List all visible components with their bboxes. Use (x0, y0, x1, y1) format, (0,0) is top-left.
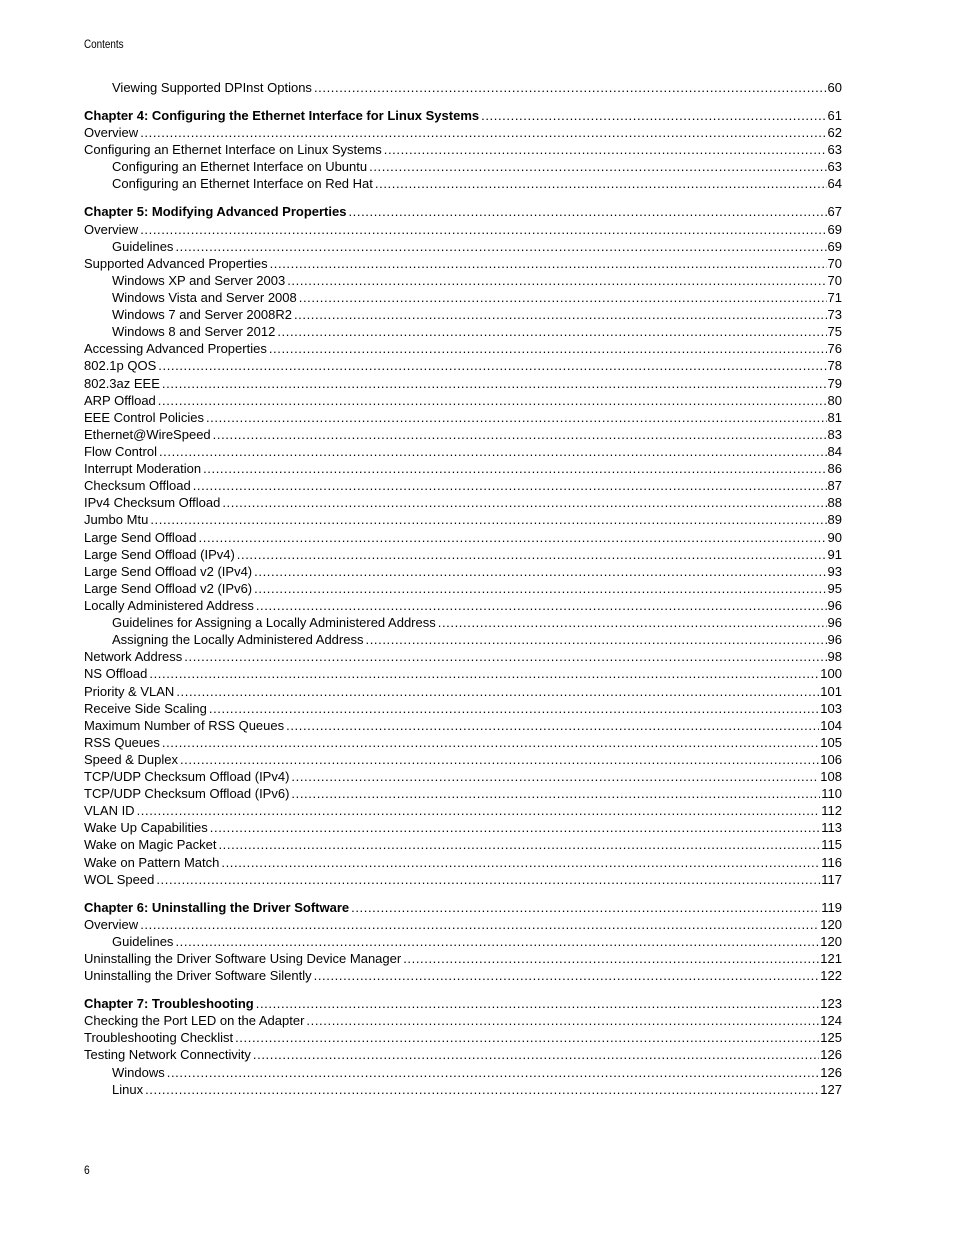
toc-entry[interactable] (84, 460, 842, 477)
toc-entry[interactable] (84, 785, 842, 802)
toc-entry-page: 96 (827, 597, 842, 613)
dot-leader (365, 631, 826, 648)
toc-entry[interactable] (84, 238, 842, 255)
dot-leader (199, 529, 827, 546)
dot-leader (175, 933, 819, 950)
toc-chapter-entry[interactable] (84, 995, 842, 1012)
dot-leader (140, 221, 826, 238)
toc-entry-title: NS Offload (84, 666, 148, 682)
toc-entry-page: 106 (820, 751, 842, 767)
toc-entry-title: Configuring an Ethernet Interface on Ubuntu (112, 159, 368, 175)
toc-entry-title: Wake Up Capabilities (84, 820, 208, 836)
dot-leader (375, 175, 827, 192)
dot-leader (180, 751, 819, 768)
dot-leader (218, 836, 820, 853)
toc-entry-page: 76 (827, 341, 842, 357)
toc-entry-page: 126 (820, 1064, 842, 1080)
toc-entry-page: 120 (820, 933, 842, 949)
toc-entry[interactable] (84, 306, 842, 323)
dot-leader (235, 1029, 819, 1046)
toc-entry-title: Large Send Offload v2 (IPv4) (84, 563, 253, 579)
dot-leader (253, 1046, 819, 1063)
dot-leader (149, 665, 819, 682)
toc-entry-title: Chapter 5: Modifying Advanced Properties (84, 204, 347, 220)
toc-entry-title: Interrupt Moderation (84, 461, 202, 477)
dot-leader (162, 734, 819, 751)
toc-chapter-entry[interactable] (84, 203, 842, 220)
dot-leader (294, 306, 827, 323)
toc-entry-title: Large Send Offload (84, 529, 197, 545)
toc-entry[interactable] (84, 289, 842, 306)
toc-entry[interactable] (84, 916, 842, 933)
toc-entry[interactable] (84, 933, 842, 950)
toc-entry-page: 127 (820, 1081, 842, 1097)
toc-entry-title: TCP/UDP Checksum Offload (IPv4) (84, 769, 290, 785)
toc-entry-title: Configuring an Ethernet Interface on Linux Systems (84, 142, 382, 158)
toc-entry-page: 75 (827, 324, 842, 340)
toc-entry-title: Checksum Offload (84, 478, 191, 494)
dot-leader (137, 802, 821, 819)
toc-entry-page: 112 (821, 803, 842, 819)
dot-leader (348, 203, 826, 220)
dot-leader (213, 426, 827, 443)
dot-leader (403, 950, 819, 967)
toc-entry-title: Assigning the Locally Administered Address (112, 632, 364, 648)
toc-entry-title: Windows XP and Server 2003 (112, 272, 286, 288)
toc-chapter-entry[interactable] (84, 899, 842, 916)
dot-leader (222, 494, 826, 511)
toc-entry-title: Wake on Pattern Match (84, 854, 220, 870)
dot-leader (314, 79, 827, 96)
dot-leader (175, 238, 826, 255)
toc-entry-title: RSS Queues (84, 734, 160, 750)
toc-entry[interactable] (84, 443, 842, 460)
toc-entry[interactable] (84, 529, 842, 546)
dot-leader (306, 1012, 819, 1029)
toc-entry[interactable] (84, 79, 842, 96)
toc-entry-title: ARP Offload (84, 392, 156, 408)
toc-entry-title: Troubleshooting Checklist (84, 1030, 234, 1046)
toc-entry-page: 104 (820, 717, 842, 733)
toc-entry-page: 69 (827, 221, 842, 237)
toc-entry-title: Guidelines for Assigning a Locally Administered Address (112, 615, 436, 631)
dot-leader (270, 255, 827, 272)
dot-leader (210, 819, 820, 836)
dot-leader (203, 460, 826, 477)
toc-entry-title: Wake on Magic Packet (84, 837, 217, 853)
toc-entry[interactable] (84, 967, 842, 984)
toc-entry-title: Chapter 4: Configuring the Ethernet Interface for Linux Systems (84, 108, 480, 123)
toc-entry-page: 63 (827, 159, 842, 175)
toc-entry[interactable] (84, 580, 842, 597)
toc-entry[interactable] (84, 124, 842, 141)
toc-entry-page: 79 (827, 375, 842, 391)
toc-entry[interactable] (84, 340, 842, 357)
dot-leader (291, 785, 820, 802)
toc-entry-title: Supported Advanced Properties (84, 255, 268, 271)
toc-entry-title: Overview (84, 916, 139, 932)
toc-entry-title: Configuring an Ethernet Interface on Red Hat (112, 176, 373, 192)
dot-leader (314, 967, 820, 984)
toc-entry[interactable] (84, 700, 842, 717)
toc-entry[interactable] (84, 158, 842, 175)
toc-entry-title: Testing Network Connectivity (84, 1047, 251, 1063)
dot-leader (269, 340, 827, 357)
toc-entry-page: 86 (827, 461, 842, 477)
toc-entry-page: 90 (827, 529, 842, 545)
toc-entry-page: 119 (821, 899, 842, 915)
dot-leader (221, 854, 820, 871)
dot-leader (209, 700, 819, 717)
page-header-title: Contents (84, 39, 124, 51)
toc-entry-page: 81 (827, 409, 842, 425)
dot-leader (193, 477, 827, 494)
toc-entry[interactable] (84, 717, 842, 734)
toc-entry-title: Speed & Duplex (84, 751, 178, 767)
dot-leader (176, 683, 819, 700)
dot-leader (237, 546, 827, 563)
toc-entry-title: Chapter 7: Troubleshooting (84, 996, 254, 1012)
toc-entry-page: 116 (821, 854, 842, 870)
dot-leader (256, 597, 827, 614)
toc-entry-title: Windows Vista and Server 2008 (112, 289, 297, 305)
toc-entry-page: 87 (827, 478, 842, 494)
toc-entry[interactable] (84, 546, 842, 563)
toc-entry-page: 91 (827, 546, 842, 562)
toc-entry-title: Viewing Supported DPInst Options (112, 80, 312, 95)
toc-entry[interactable] (84, 511, 842, 528)
toc-entry[interactable] (84, 323, 842, 340)
toc-entry-page: 117 (821, 871, 842, 887)
toc-entry-page: 96 (827, 632, 842, 648)
toc-entry-page: 93 (827, 563, 842, 579)
toc-entry[interactable] (84, 631, 842, 648)
toc-entry[interactable] (84, 1029, 842, 1046)
toc-entry-page: 121 (820, 951, 842, 967)
toc-entry[interactable] (84, 477, 842, 494)
toc-entry-title: Maximum Number of RSS Queues (84, 717, 285, 733)
toc-entry[interactable] (84, 1064, 842, 1081)
toc-entry[interactable] (84, 854, 842, 871)
toc-entry-page: 64 (827, 176, 842, 192)
toc-entry-title: Accessing Advanced Properties (84, 341, 267, 357)
toc-entry-page: 124 (820, 1013, 842, 1029)
dot-leader (287, 272, 826, 289)
toc-entry[interactable] (84, 768, 842, 785)
toc-entry-page: 67 (827, 204, 842, 220)
toc-entry-page: 113 (821, 820, 842, 836)
toc-entry-page: 96 (827, 615, 842, 631)
toc-entry-title: VLAN ID (84, 803, 135, 819)
toc-entry-page: 71 (827, 289, 842, 305)
toc-entry-title: Uninstalling the Driver Software Using Device Manager (84, 951, 402, 967)
toc-entry[interactable] (84, 392, 842, 409)
toc-entry-page: 98 (827, 649, 842, 665)
dot-leader (140, 124, 826, 141)
dot-leader (286, 717, 819, 734)
toc-entry[interactable] (84, 683, 842, 700)
toc-entry[interactable] (84, 272, 842, 289)
toc-entry-title: Receive Side Scaling (84, 700, 207, 716)
toc-entry[interactable] (84, 665, 842, 682)
toc-entry-page: 110 (821, 786, 842, 802)
toc-entry-page: 73 (827, 307, 842, 323)
toc-entry-title: Flow Control (84, 443, 157, 459)
table-of-contents (84, 79, 842, 1098)
toc-entry[interactable] (84, 950, 842, 967)
toc-entry-title: Large Send Offload (IPv4) (84, 546, 235, 562)
toc-entry-page: 105 (820, 734, 842, 750)
toc-entry[interactable] (84, 871, 842, 888)
dot-leader (291, 768, 819, 785)
dot-leader (277, 323, 826, 340)
toc-entry-page: 88 (827, 495, 842, 511)
dot-leader (256, 995, 820, 1012)
toc-entry[interactable] (84, 836, 842, 853)
dot-leader (158, 392, 827, 409)
toc-entry-page: 101 (820, 683, 842, 699)
toc-entry[interactable] (84, 563, 842, 580)
toc-entry-title: Overview (84, 221, 139, 237)
toc-entry-title: Windows 8 and Server 2012 (112, 324, 276, 340)
toc-entry[interactable] (84, 819, 842, 836)
toc-entry[interactable] (84, 648, 842, 665)
toc-entry[interactable] (84, 255, 842, 272)
dot-leader (481, 107, 826, 124)
toc-entry-page: 100 (820, 666, 842, 682)
toc-entry[interactable] (84, 1046, 842, 1063)
toc-entry-title: Jumbo Mtu (84, 512, 149, 528)
dot-leader (158, 357, 826, 374)
dot-leader (162, 375, 827, 392)
toc-entry-title: Linux (112, 1081, 144, 1097)
toc-entry[interactable] (84, 494, 842, 511)
toc-entry[interactable] (84, 357, 842, 374)
toc-entry[interactable] (84, 141, 842, 158)
toc-entry-page: 62 (827, 125, 842, 141)
toc-entry[interactable] (84, 175, 842, 192)
toc-entry-page: 70 (827, 255, 842, 271)
toc-entry-page: 125 (820, 1030, 842, 1046)
toc-entry-title: IPv4 Checksum Offload (84, 495, 221, 511)
toc-entry-page: 84 (827, 443, 842, 459)
dot-leader (299, 289, 827, 306)
toc-entry-title: Checking the Port LED on the Adapter (84, 1013, 305, 1029)
toc-entry[interactable] (84, 597, 842, 614)
dot-leader (140, 916, 819, 933)
toc-entry-page: 108 (820, 769, 842, 785)
dot-leader (156, 871, 820, 888)
toc-entry-title: Chapter 6: Uninstalling the Driver Software (84, 899, 350, 915)
toc-entry-title: Locally Administered Address (84, 597, 254, 613)
toc-entry-page: 60 (827, 80, 842, 95)
toc-entry-page: 103 (820, 700, 842, 716)
toc-entry-title: TCP/UDP Checksum Offload (IPv6) (84, 786, 290, 802)
toc-entry-page: 122 (820, 968, 842, 984)
toc-entry-page: 63 (827, 142, 842, 158)
toc-entry-title: Priority & VLAN (84, 683, 175, 699)
toc-entry-title: WOL Speed (84, 871, 155, 887)
toc-entry-page: 115 (821, 837, 842, 853)
toc-entry-page: 120 (820, 916, 842, 932)
toc-entry-page: 126 (820, 1047, 842, 1063)
toc-entry[interactable] (84, 1012, 842, 1029)
toc-entry-title: Large Send Offload v2 (IPv6) (84, 580, 253, 596)
toc-entry-page: 61 (827, 108, 842, 123)
toc-entry-title: Uninstalling the Driver Software Silently (84, 968, 312, 984)
toc-entry[interactable] (84, 802, 842, 819)
toc-entry-title: Guidelines (112, 933, 174, 949)
dot-leader (351, 899, 820, 916)
dot-leader (438, 614, 827, 631)
toc-entry-title: EEE Control Policies (84, 409, 204, 425)
toc-entry-page: 89 (827, 512, 842, 528)
toc-entry[interactable] (84, 751, 842, 768)
dot-leader (254, 580, 826, 597)
dot-leader (150, 511, 826, 528)
toc-entry-title: Windows (112, 1064, 165, 1080)
dot-leader (254, 563, 826, 580)
toc-entry[interactable] (84, 409, 842, 426)
toc-entry[interactable] (84, 1081, 842, 1098)
toc-entry[interactable] (84, 375, 842, 392)
toc-entry-page: 78 (827, 358, 842, 374)
toc-entry[interactable] (84, 426, 842, 443)
toc-entry-title: Guidelines (112, 238, 174, 254)
toc-entry-title: Ethernet@WireSpeed (84, 426, 211, 442)
toc-entry-page: 95 (827, 580, 842, 596)
dot-leader (184, 648, 826, 665)
toc-entry[interactable] (84, 221, 842, 238)
toc-entry-title: 802.3az EEE (84, 375, 160, 391)
dot-leader (145, 1081, 819, 1098)
dot-leader (369, 158, 826, 175)
toc-entry-page: 123 (820, 996, 842, 1012)
toc-entry-page: 83 (827, 426, 842, 442)
toc-entry-title: Windows 7 and Server 2008R2 (112, 307, 292, 323)
toc-entry-title: Overview (84, 125, 139, 141)
toc-entry-title: 802.1p QOS (84, 358, 157, 374)
dot-leader (206, 409, 827, 426)
toc-entry[interactable] (84, 614, 842, 631)
dot-leader (384, 141, 827, 158)
page-number: 6 (84, 1163, 90, 1177)
dot-leader (167, 1064, 820, 1081)
toc-entry[interactable] (84, 734, 842, 751)
toc-entry-title: Network Address (84, 649, 183, 665)
toc-entry-page: 70 (827, 272, 842, 288)
toc-entry-page: 69 (827, 238, 842, 254)
toc-chapter-entry[interactable] (84, 107, 842, 124)
dot-leader (159, 443, 827, 460)
toc-entry-page: 80 (827, 392, 842, 408)
